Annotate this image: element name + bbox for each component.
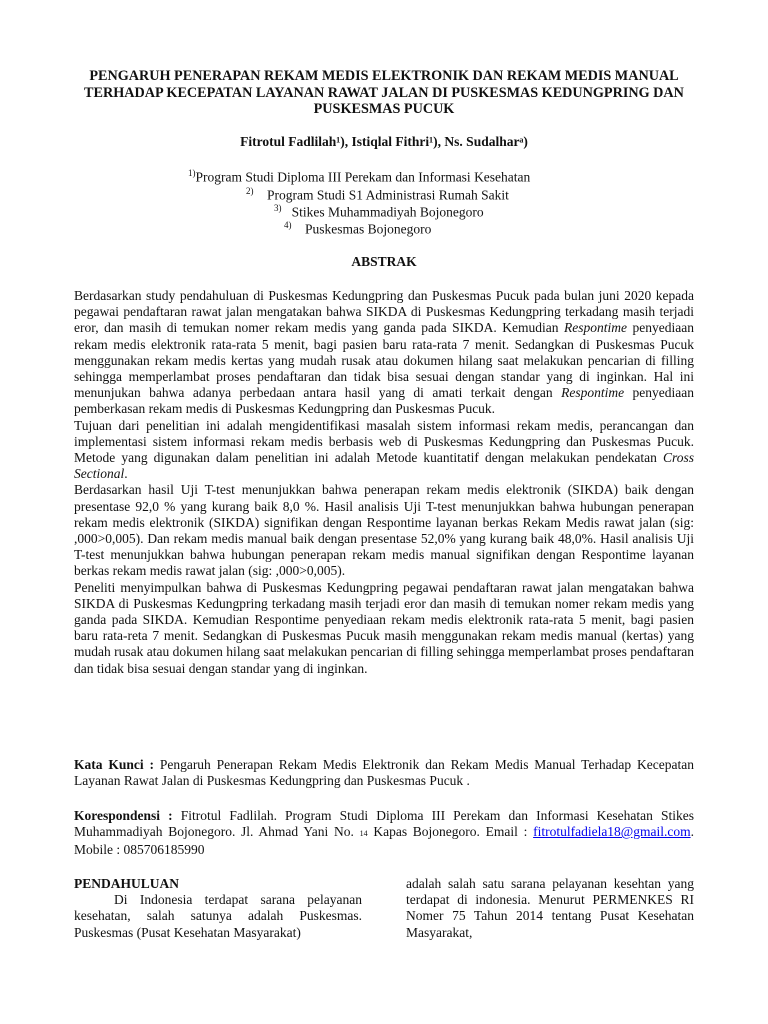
paper-title: PENGARUH PENERAPAN REKAM MEDIS ELEKTRONIK DAN REKAM MEDIS MANUAL TERHADAP KECEPATAN LAYANAN RAWAT JALAN DI PUSKESMAS KEDUNGPRING DAN PUSKESMAS PUCUK	[84, 68, 684, 117]
abstract-text: Tujuan dari penelitian ini adalah mengidentifikasi masalah sistem informasi rekam medis, perancangan dan implementasi sistem informasi rekam medis berbasis web di Puskesmas Kedungpring dan Puskesmas Pucuk. Metode yang digunakan dalam penelitian ini adalah Metode kuantitatif dengan melakukan pendekatan	[74, 417, 694, 466]
affiliation-text: Puskesmas Bojonegoro	[305, 221, 432, 237]
correspondence-text: Kapas Bojonegoro. Email :	[367, 824, 534, 840]
correspondence-text: Fitrotul Fadlilah. Program Studi Diploma III Perekam dan Informasi Kesehatan Stikes Muhammadiyah Bojonegoro. Jl. Ahmad Yani No.	[74, 808, 694, 840]
abstract-paragraph-1	[74, 288, 694, 418]
street-number: 14	[359, 829, 368, 839]
affiliation-1	[188, 168, 530, 186]
affiliation-marker: 4)	[284, 220, 292, 230]
abstract-heading: ABSTRAK	[351, 254, 417, 269]
affiliation-text: Program Studi Diploma III Perekam dan Informasi Kesehatan	[195, 169, 531, 185]
term-cross-sectional: Cross Sectional	[74, 450, 694, 482]
keywords	[74, 757, 694, 789]
term-respontime: Respontime	[564, 320, 628, 336]
abstract-paragraph-4: Peneliti menyimpulkan bahwa di Puskesmas Kedungpring pegawai pendaftaran rawat jalan mengatakan bahwa SIKDA di Puskesmas Kedungpring terkadang masih terjadi eror dan masih di temukan nomer rekam medis yang ganda pada SIKDA. Kemudian Respontime penyediaan rekam medis elektronik rata-rata 5 menit, bagi pasien baru rata-reta 7 menit. Sedangkan di Puskesmas Pucuk masih menggunakan rekam medis manual (kertas) yang mudah rusak atau dokumen hilang saat melakukan pencarian di filling sehingga memperlambat proses pendaftaran dan tidak bisa sesuai dengan standar yang di inginkan.	[74, 579, 694, 676]
abstract-paragraph-2	[74, 418, 694, 483]
affiliation-text: Stikes Muhammadiyah Bojonegoro	[291, 204, 484, 220]
keywords-label: Kata Kunci :	[74, 757, 154, 772]
intro-right-text: adalah salah satu sarana pelayanan kesehtan yang terdapat di indonesia. Menurut PERMENKES RI Nomer 75 Tahun 2014 tentang Pusat Kesehatan Masyarakat,	[406, 876, 694, 940]
intro-left-text: Di Indonesia terdapat sarana pelayanan kesehatan, salah satunya adalah Puskesmas. Puskesmas (Pusat Kesehatan Masyarakat)	[74, 892, 362, 940]
affiliation-marker: 3)	[274, 203, 282, 213]
abstract-text: penyediaan pemberkasan rekam medis di Puskesmas Kedungpring dan Puskesmas Pucuk.	[74, 385, 694, 417]
term-respontime: Respontime	[561, 385, 625, 401]
affiliation-3	[274, 203, 484, 221]
intro-heading: PENDAHULUAN	[74, 876, 180, 891]
affiliation-marker: 2)	[246, 186, 254, 196]
abstract-paragraph-3: Berdasarkan hasil Uji T-test menunjukkan bahwa penerapan rekam medis elektronik (SIKDA) baik dengan presentase 92,0 % yang kurang baik 8,0 %. Hasil analisis Uji T-test menunjukkan bahwa hubungan penerapan rekam medis elektronik (SIKDA) signifikan dengan Respontime layanan berkas Rekam Medis rawat jalan (sig: ,000>0,005). Dan rekam medis manual baik dengan presentase 52,0% yang kurang baik 48,0%. Hasil analisis Uji T-test menunjukkan bahwa hubungan penerapan rekam medis manual signifikan dengan Respontime layanan berkas rekam medis rawat jalan (sig: ,000>0,005).	[74, 482, 694, 579]
abstract-text: Berdasarkan study pendahuluan di Puskesmas Kedungpring dan Puskesmas Pucuk pada bulan juni 2020 kepada pegawai pendaftaran rawat jalan mengatakan bahwa SIKDA di Puskesmas Kedungpring terkadang masih terjadi eror, dan masih di temukan nomer rekam medis yang ganda pada SIKDA. Kemudian	[74, 288, 694, 336]
author-list: Fitrotul Fadlilah¹), Istiqlal Fithri¹), Ns. Sudalharᵃ)	[240, 134, 528, 149]
correspondence	[74, 808, 694, 859]
affiliation-2	[246, 186, 509, 204]
intro-right-column	[406, 876, 694, 941]
affiliation-marker: 1)	[188, 168, 196, 178]
keywords-text: Pengaruh Penerapan Rekam Medis Elektronik dan Rekam Medis Manual Terhadap Kecepatan Layanan Rawat Jalan di Puskesmas Kedungpring dan Puskesmas Pucuk .	[74, 757, 694, 789]
abstract-text: penyediaan rekam medis elektronik rata-rata 5 menit, bagi pasien baru rata-rata 7 menit. Sedangkan di Puskesmas Pucuk menggunakan rekam medis kertas yang mudah rusak atau dokumen hilang saat melakukan pencarian di filling sehingga memperlambat proses pendaftaran dan tidak bisa sesuai dengan standar yang di inginkan. Hal ini menunjukan bahwa adanya perbedaan antara hasil yang di amati terkait dengan	[74, 320, 694, 401]
email-link[interactable]: fitrotulfadiela18@gmail.com	[533, 824, 691, 840]
abstract-text: .	[124, 466, 128, 482]
correspondence-label: Korespondensi :	[74, 808, 173, 823]
abstract-body	[74, 288, 694, 677]
affiliation-4	[284, 220, 431, 238]
intro-left-column	[74, 876, 362, 941]
affiliation-text: Program Studi S1 Administrasi Rumah Sakit	[267, 187, 509, 203]
correspondence-text: . Mobile : 085706185990	[74, 824, 694, 858]
